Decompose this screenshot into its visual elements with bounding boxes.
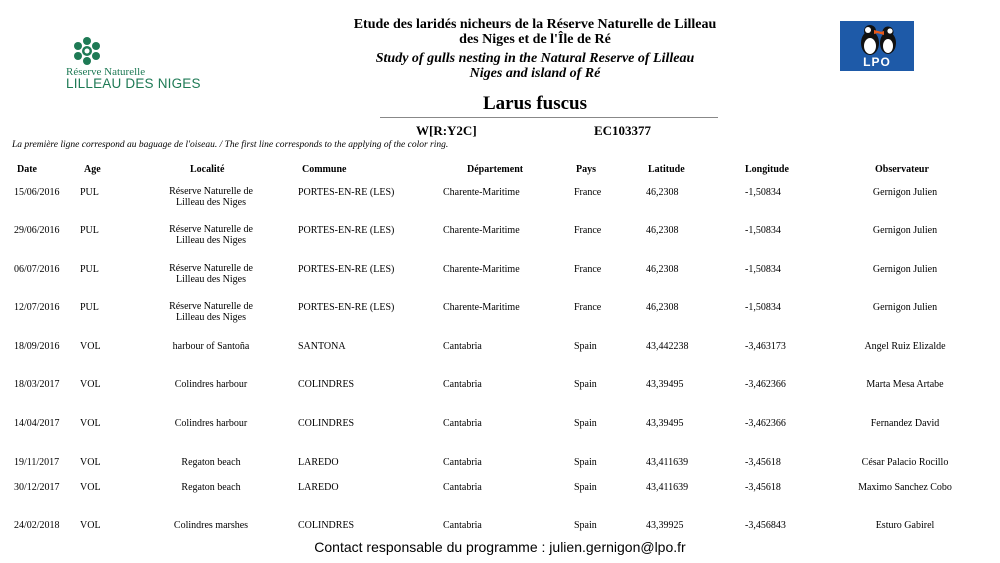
- cell-longitude: -1,50834: [745, 187, 781, 198]
- title-fr-line1: Etude des laridés nicheurs de la Réserve Naturelle de Lilleau: [353, 17, 717, 32]
- cell-age: PUL: [80, 187, 99, 198]
- cell-latitude: 43,39495: [646, 379, 684, 390]
- title-english: [250, 51, 820, 81]
- metal-ring: EC103377: [594, 123, 652, 138]
- cell-date: 29/06/2016: [14, 225, 60, 236]
- cell-observer: Gernigon Julien: [872, 187, 938, 198]
- title-french: [250, 17, 820, 47]
- cell-age: PUL: [80, 264, 99, 275]
- species-name: Larus fuscus: [483, 93, 587, 114]
- header-commune: Commune: [302, 164, 347, 175]
- cell-country: Spain: [574, 520, 597, 531]
- cell-country: Spain: [574, 457, 597, 468]
- cell-department: Cantabria: [443, 457, 482, 468]
- cell-age: VOL: [80, 482, 101, 493]
- cell-locality: Colindres harbour: [174, 379, 248, 390]
- cell-commune: LAREDO: [298, 482, 339, 493]
- cell-locality: Colindres harbour: [174, 418, 248, 429]
- cell-longitude: -3,45618: [745, 457, 781, 468]
- cell-latitude: 46,2308: [646, 225, 679, 236]
- cell-date: 24/02/2018: [14, 520, 60, 531]
- table-note: La première ligne correspond au baguage de l'oiseau. / The first line corresponds to the applying of the color ring.: [12, 140, 449, 150]
- header-country: Pays: [576, 164, 596, 175]
- title-en-line1: Study of gulls nesting in the Natural Reserve of Lilleau: [375, 51, 695, 66]
- cell-date: 30/12/2017: [14, 482, 60, 493]
- header-date: Date: [17, 164, 37, 175]
- cell-department: Charente-Maritime: [443, 225, 520, 236]
- header-age: Age: [84, 164, 101, 175]
- cell-country: France: [574, 264, 602, 275]
- cell-longitude: -3,462366: [745, 418, 786, 429]
- title-fr-line2: des Niges et de l'Île de Ré: [459, 32, 611, 47]
- cell-observer: Gernigon Julien: [872, 225, 938, 236]
- cell-longitude: -3,456843: [745, 520, 786, 531]
- cell-department: Charente-Maritime: [443, 264, 520, 275]
- cell-locality: Réserve Naturelle de Lilleau des Niges: [169, 224, 253, 246]
- cell-age: PUL: [80, 302, 99, 313]
- cell-latitude: 46,2308: [646, 187, 679, 198]
- cell-locality: Réserve Naturelle de Lilleau des Niges: [169, 263, 253, 285]
- cell-longitude: -1,50834: [745, 264, 781, 275]
- cell-locality: harbour of Santoña: [172, 341, 250, 352]
- cell-commune: PORTES-EN-RE (LES): [298, 187, 395, 198]
- cell-age: VOL: [80, 341, 101, 352]
- header-department: Département: [467, 164, 524, 175]
- header-latitude: Latitude: [648, 164, 685, 175]
- cell-commune: COLINDRES: [298, 418, 355, 429]
- cell-observer: Angel Ruiz Elizalde: [864, 341, 946, 352]
- cell-observer: Fernandez David: [870, 418, 940, 429]
- cell-date: 18/03/2017: [14, 379, 60, 390]
- contact-footer: Contact responsable du programme : julien.gernigon@lpo.fr: [314, 539, 686, 555]
- logo-line1: Réserve Naturelle: [66, 66, 146, 78]
- cell-commune: PORTES-EN-RE (LES): [298, 264, 395, 275]
- cell-commune: COLINDRES: [298, 379, 355, 390]
- cell-age: VOL: [80, 457, 101, 468]
- cell-observer: Marta Mesa Artabe: [866, 379, 944, 390]
- puffin-icon: [840, 21, 914, 57]
- cell-date: 18/09/2016: [14, 341, 60, 352]
- cell-country: Spain: [574, 482, 597, 493]
- lpo-text: LPO: [863, 55, 891, 69]
- cell-age: PUL: [80, 225, 99, 236]
- cell-commune: COLINDRES: [298, 520, 355, 531]
- cell-latitude: 43,39925: [646, 520, 684, 531]
- logo-line2: LILLEAU DES NIGES: [66, 76, 201, 91]
- cell-country: France: [574, 302, 602, 313]
- cell-age: VOL: [80, 379, 101, 390]
- header-longitude: Longitude: [745, 164, 789, 175]
- title-en-line2: Niges and island of Ré: [469, 66, 601, 81]
- species-underline: [380, 117, 718, 118]
- cell-date: 06/07/2016: [14, 264, 60, 275]
- header-observer: Observateur: [875, 164, 929, 175]
- cell-longitude: -3,462366: [745, 379, 786, 390]
- reserve-logo: [66, 36, 206, 91]
- cell-department: Charente-Maritime: [443, 302, 520, 313]
- flower-logo-icon: [70, 36, 104, 66]
- cell-locality: Réserve Naturelle de Lilleau des Niges: [169, 301, 253, 323]
- cell-observer: Maximo Sanchez Cobo: [858, 482, 952, 493]
- cell-date: 12/07/2016: [14, 302, 60, 313]
- cell-observer: César Palacio Rocillo: [861, 457, 949, 468]
- cell-observer: Esturo Gabirel: [875, 520, 935, 531]
- cell-country: Spain: [574, 418, 597, 429]
- lpo-logo: [840, 21, 914, 71]
- cell-commune: LAREDO: [298, 457, 339, 468]
- cell-longitude: -1,50834: [745, 302, 781, 313]
- cell-date: 15/06/2016: [14, 187, 60, 198]
- cell-commune: PORTES-EN-RE (LES): [298, 225, 395, 236]
- cell-date: 19/11/2017: [14, 457, 60, 468]
- cell-country: Spain: [574, 379, 597, 390]
- cell-age: VOL: [80, 418, 101, 429]
- cell-observer: Gernigon Julien: [872, 302, 938, 313]
- cell-latitude: 43,442238: [646, 341, 689, 352]
- cell-observer: Gernigon Julien: [872, 264, 938, 275]
- cell-locality: Regaton beach: [181, 457, 241, 468]
- cell-date: 14/04/2017: [14, 418, 60, 429]
- header-locality: Localité: [190, 164, 225, 175]
- cell-country: France: [574, 187, 602, 198]
- cell-department: Cantabria: [443, 482, 482, 493]
- cell-commune: SANTONA: [298, 341, 346, 352]
- cell-department: Cantabria: [443, 379, 482, 390]
- cell-latitude: 43,411639: [646, 482, 689, 493]
- color-ring: W[R:Y2C]: [416, 123, 477, 138]
- cell-latitude: 46,2308: [646, 302, 679, 313]
- cell-latitude: 43,411639: [646, 457, 689, 468]
- cell-department: Cantabria: [443, 418, 482, 429]
- cell-latitude: 43,39495: [646, 418, 684, 429]
- cell-commune: PORTES-EN-RE (LES): [298, 302, 395, 313]
- cell-department: Cantabria: [443, 520, 482, 531]
- cell-locality: Réserve Naturelle de Lilleau des Niges: [169, 186, 253, 208]
- cell-longitude: -3,463173: [745, 341, 786, 352]
- cell-department: Cantabria: [443, 341, 482, 352]
- cell-department: Charente-Maritime: [443, 187, 520, 198]
- cell-age: VOL: [80, 520, 101, 531]
- cell-longitude: -3,45618: [745, 482, 781, 493]
- cell-locality: Regaton beach: [181, 482, 241, 493]
- cell-longitude: -1,50834: [745, 225, 781, 236]
- cell-country: France: [574, 225, 602, 236]
- cell-latitude: 46,2308: [646, 264, 679, 275]
- cell-locality: Colindres marshes: [173, 520, 249, 531]
- cell-country: Spain: [574, 341, 597, 352]
